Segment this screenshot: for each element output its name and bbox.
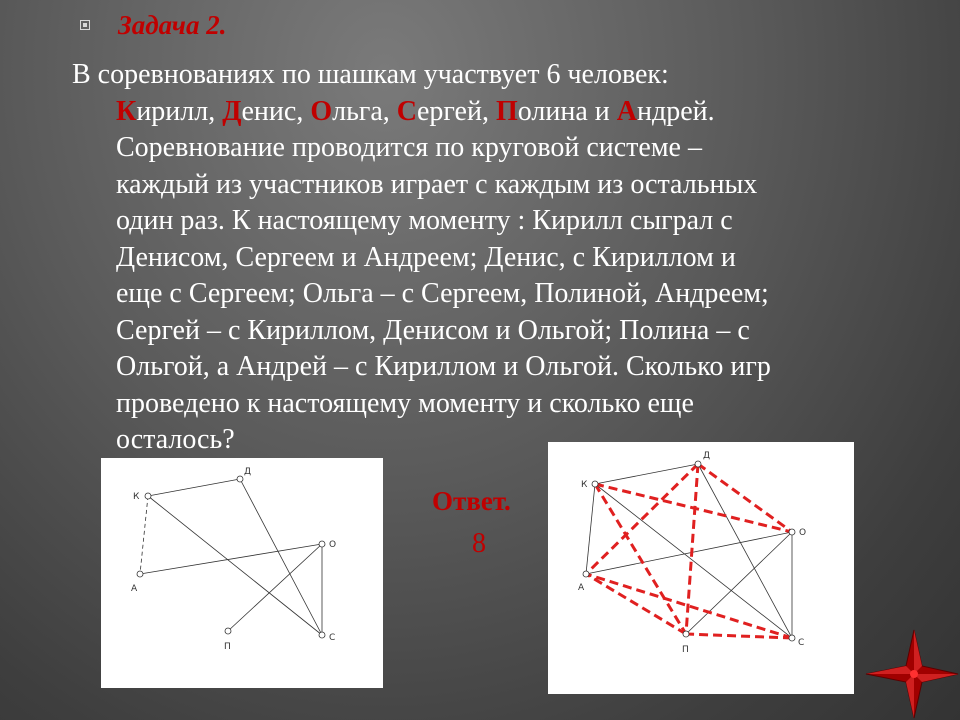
edge-o-p <box>686 532 792 634</box>
full-games-graph-svg <box>548 442 854 694</box>
text-line: Сергей – с Кириллом, Денисом и Ольгой; Полина – с <box>116 314 750 346</box>
text-line: осталось? <box>116 424 235 455</box>
node-label-d: Д <box>703 451 711 461</box>
node-label-o: О <box>799 528 807 538</box>
node-p <box>683 631 689 637</box>
node-p <box>225 628 231 634</box>
node-s <box>319 632 325 638</box>
name-initial: Д <box>222 95 242 127</box>
played-games-graph-svg <box>101 458 383 688</box>
bullet-icon <box>80 20 90 30</box>
names-line <box>72 94 952 131</box>
text-line: проведено к настоящему моменту и сколько еще <box>116 387 694 419</box>
full-games-graph <box>548 442 854 694</box>
node-s <box>789 635 795 641</box>
compass-star-icon <box>862 628 960 720</box>
played-games-graph <box>101 458 383 688</box>
node-label-p: П <box>224 642 231 652</box>
name-initial: С <box>396 95 417 127</box>
name-initial: О <box>310 95 333 127</box>
node-label-k: К <box>581 480 588 490</box>
edge-d-s <box>240 479 322 635</box>
edge-k-a <box>586 484 595 574</box>
name-rest: ирилл, <box>136 95 223 127</box>
node-label-k: К <box>133 492 140 502</box>
answer-value: 8 <box>472 528 486 559</box>
task-text <box>72 57 952 459</box>
name-rest: енис, <box>241 95 311 127</box>
task-title: Задача 2. <box>118 10 227 40</box>
node-o <box>789 529 795 535</box>
edge-k-s <box>148 496 322 635</box>
node-label-d: Д <box>244 467 252 477</box>
remaining-edge-k-p <box>595 484 686 634</box>
node-a <box>583 571 589 577</box>
edge-o-a <box>586 532 792 574</box>
node-label-s: С <box>798 638 805 648</box>
text-line: Денисом, Сергеем и Андреем; Денис, с Кириллом и <box>116 241 736 273</box>
remaining-edge-d-a <box>586 464 698 574</box>
node-k <box>145 493 151 499</box>
edge-k-a <box>140 496 148 574</box>
node-label-p: П <box>682 645 689 655</box>
text-line: один раз. К настоящему моменту : Кирилл сыграл с <box>116 205 733 236</box>
node-a <box>137 571 143 577</box>
name-rest: олина и <box>517 95 617 127</box>
node-label-a: А <box>131 584 138 594</box>
text-line: В соревнованиях по шашкам участвует 6 человек: <box>72 59 669 90</box>
name-rest: ндрей. <box>636 95 715 127</box>
node-k <box>592 481 598 487</box>
node-label-s: С <box>329 633 336 643</box>
name-rest: ергей, <box>417 95 496 127</box>
node-d <box>237 476 243 482</box>
node-label-o: О <box>329 540 337 550</box>
text-line: Ольгой, а Андрей – с Кириллом и Ольгой. Сколько игр <box>116 351 771 382</box>
node-label-a: А <box>578 583 585 593</box>
answer-label: Ответ. <box>432 486 511 516</box>
text-line: Соревнование проводится по круговой системе – <box>116 132 702 163</box>
node-d <box>695 461 701 467</box>
name-initial: К <box>116 95 137 127</box>
text-line: еще с Сергеем; Ольга – с Сергеем, Полиной, Андреем; <box>116 278 769 309</box>
text-line: каждый из участников играет с каждым из остальных <box>116 168 758 200</box>
name-initial: А <box>616 95 637 127</box>
name-rest: льга, <box>332 95 397 127</box>
node-o <box>319 541 325 547</box>
remaining-edge-p-a <box>586 574 686 634</box>
name-initial: П <box>495 95 518 127</box>
edge-k-d <box>148 479 240 496</box>
